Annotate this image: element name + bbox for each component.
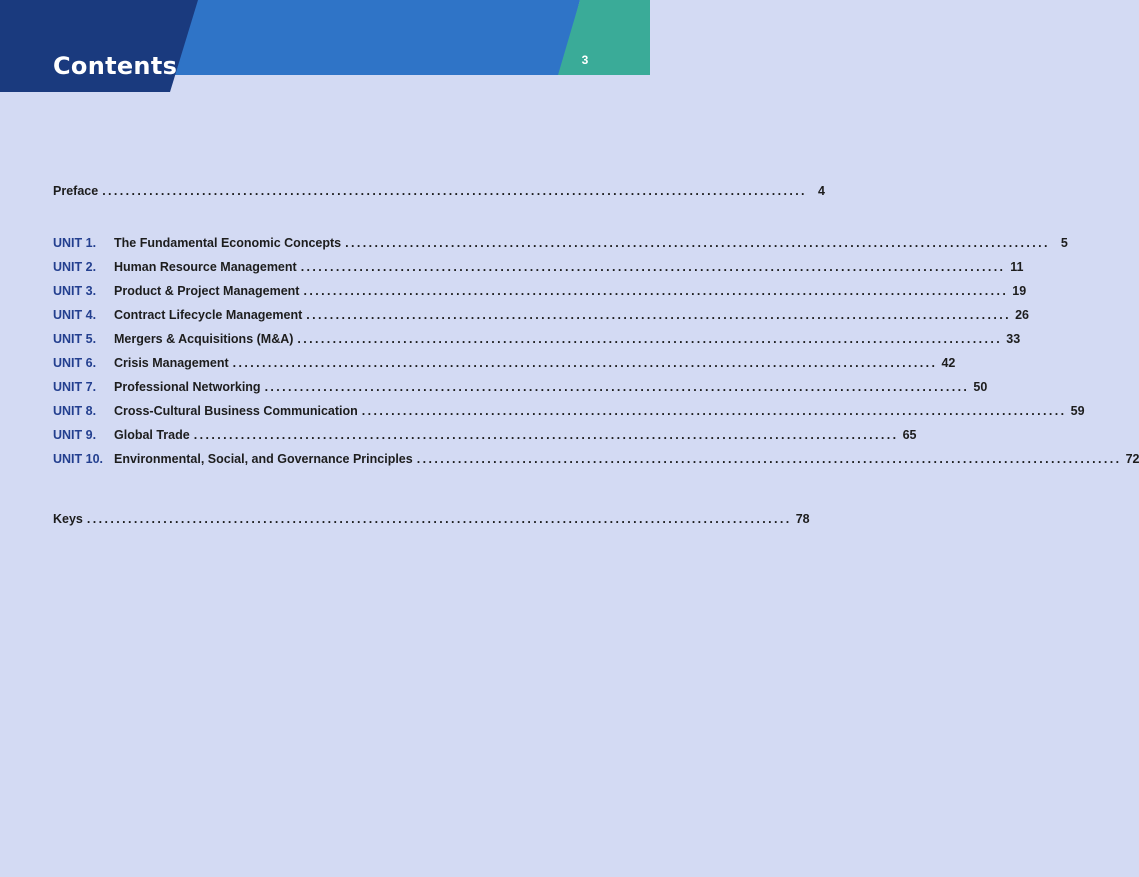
toc-leader: ........................................................................................................................ <box>264 380 970 394</box>
toc-unit-number: UNIT 4. <box>53 308 97 322</box>
toc-unit-number: UNIT 9. <box>53 428 97 442</box>
toc-page: 5 <box>1060 236 1068 250</box>
toc-unit-number: UNIT 8. <box>53 404 97 418</box>
toc-unit-number: UNIT 10. <box>53 452 104 466</box>
toc-leader: ........................................................................................................................ <box>297 332 1003 346</box>
toc-label: The Fundamental Economic Concepts <box>114 236 342 250</box>
toc-label: Preface <box>53 184 99 198</box>
toc-label: Human Resource Management <box>114 260 297 274</box>
toc-leader: ........................................................................................................................ <box>300 260 1006 274</box>
toc-label: Crisis Management <box>114 356 229 370</box>
header-mid-band <box>175 0 580 75</box>
toc-page: 42 <box>941 356 956 370</box>
toc-row-unit-9[interactable] <box>53 428 917 446</box>
toc-leader: ........................................................................................................................ <box>303 284 1009 298</box>
toc-page: 59 <box>1070 404 1085 418</box>
page-header <box>0 0 650 92</box>
toc-unit-number: UNIT 7. <box>53 380 97 394</box>
toc-row-unit-6[interactable] <box>53 356 956 374</box>
toc-label: Keys <box>53 512 83 526</box>
toc-leader: ........................................................................................................................ <box>86 512 792 526</box>
page-number: 3 <box>581 53 589 67</box>
toc-row-unit-3[interactable] <box>53 284 1027 302</box>
page-title: Contents <box>53 52 178 80</box>
toc-row-unit-5[interactable] <box>53 332 1021 350</box>
toc-row-preface[interactable] <box>53 184 825 202</box>
toc-unit-number: UNIT 3. <box>53 284 97 298</box>
toc-label: Contract Lifecycle Management <box>114 308 303 322</box>
toc-page: 4 <box>817 184 825 198</box>
toc-label: Environmental, Social, and Governance Principles <box>114 452 413 466</box>
toc-row-unit-10[interactable] <box>53 452 1139 470</box>
toc-label: Professional Networking <box>114 380 261 394</box>
toc-page: 72 <box>1125 452 1139 466</box>
toc-row-keys[interactable] <box>53 512 810 530</box>
toc-row-unit-2[interactable] <box>53 260 1024 278</box>
toc-leader: ........................................................................................................................ <box>416 452 1122 466</box>
toc-page: 11 <box>1010 260 1024 274</box>
toc-leader: ........................................................................................................................ <box>345 236 1050 250</box>
toc-page: 50 <box>973 380 988 394</box>
toc-leader: ........................................................................................................................ <box>232 356 938 370</box>
toc-unit-number: UNIT 6. <box>53 356 97 370</box>
toc-page: 33 <box>1006 332 1021 346</box>
toc-leader: ........................................................................................................................ <box>193 428 899 442</box>
toc-unit-number: UNIT 5. <box>53 332 97 346</box>
toc-unit-number: UNIT 1. <box>53 236 97 250</box>
toc-row-unit-1[interactable] <box>53 236 1068 254</box>
toc-page: 19 <box>1012 284 1027 298</box>
toc-leader: ........................................................................................................................ <box>102 184 807 198</box>
toc-row-unit-8[interactable] <box>53 404 1085 422</box>
toc-row-unit-4[interactable] <box>53 308 1029 326</box>
toc-row-unit-7[interactable] <box>53 380 988 398</box>
toc-label: Global Trade <box>114 428 190 442</box>
toc-page: 26 <box>1015 308 1029 322</box>
toc-page: 65 <box>902 428 917 442</box>
toc-leader: ........................................................................................................................ <box>361 404 1067 418</box>
toc-leader: ........................................................................................................................ <box>306 308 1011 322</box>
toc-label: Cross-Cultural Business Communication <box>114 404 358 418</box>
toc-label: Mergers & Acquisitions (M&A) <box>114 332 294 346</box>
toc-page: 78 <box>795 512 810 526</box>
toc-unit-number: UNIT 2. <box>53 260 97 274</box>
toc-label: Product & Project Management <box>114 284 300 298</box>
